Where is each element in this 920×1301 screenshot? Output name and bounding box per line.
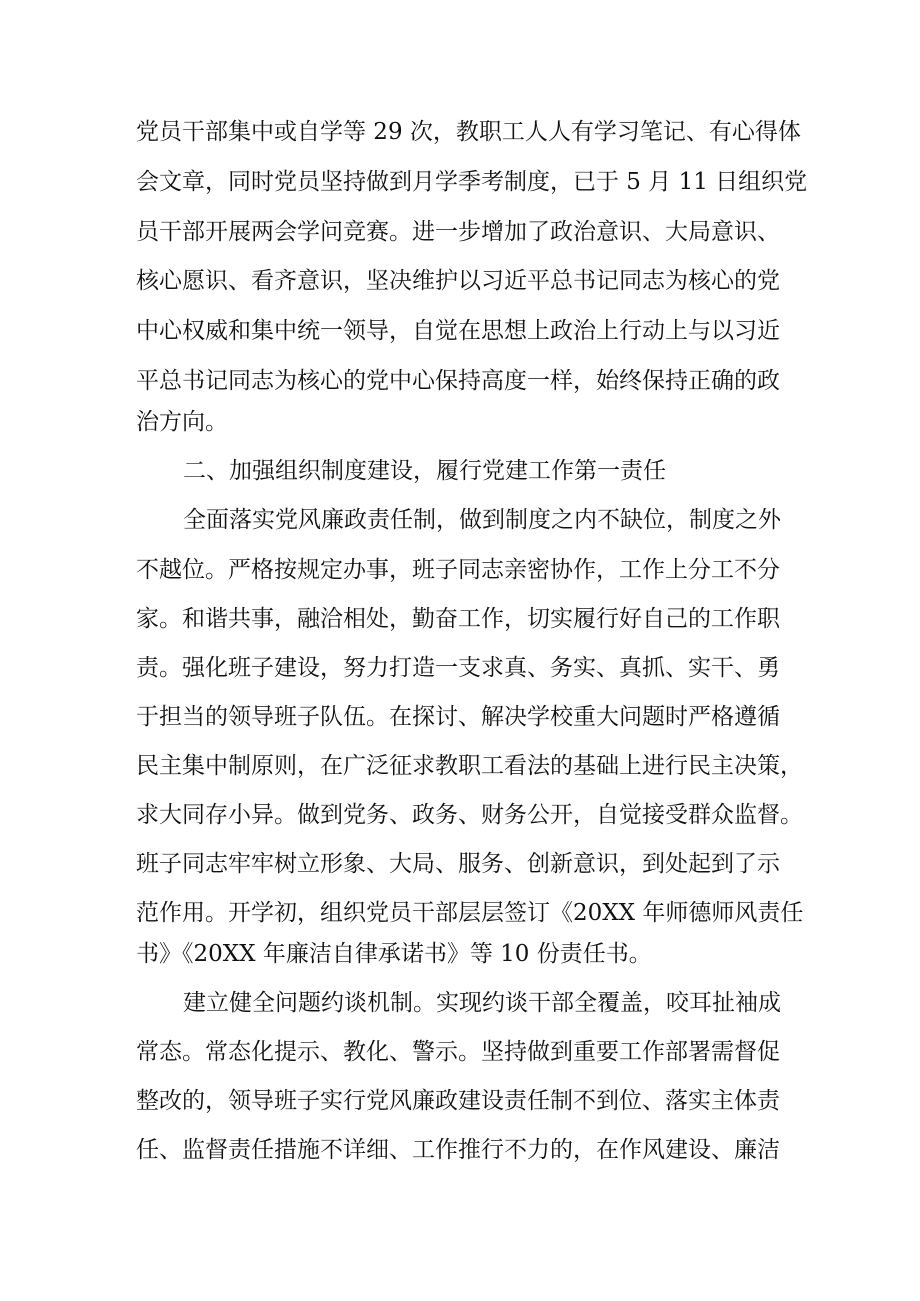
text-line: 全面落实党风廉政责任制，做到制度之内不缺位，制度之外 [183, 507, 781, 533]
text-line: 建立健全问题约谈机制。实现约谈干部全覆盖，咬耳扯袖成 [183, 990, 781, 1016]
text-line: 求大同存小异。做到党务、政务、财务公开，自觉接受群众监督。 [136, 802, 803, 828]
text-line: 范作用。开学初，组织党员干部层层签订《20XX 年师德师风责任 [136, 900, 804, 926]
section-heading: 二、加强组织制度建设，履行党建工作第一责任 [183, 458, 666, 484]
text-line: 常态。常态化提示、教化、警示。坚持做到重要工作部署需督促 [136, 1039, 780, 1065]
text-line: 民主集中制原则，在广泛征求教职工看法的基础上进行民主决策， [136, 753, 803, 779]
text-line: 家。和谐共事，融洽相处，勤奋工作，切实履行好自己的工作职 [136, 606, 780, 632]
text-line: 整改的，领导班子实行党风廉政建设责任制不到位、落实主体责 [136, 1088, 780, 1114]
text-line: 核心愿识、看齐意识，坚决维护以习近平总书记同志为核心的党 [136, 268, 780, 294]
text-line: 平总书记同志为核心的党中心保持高度一样，始终保持正确的政 [136, 368, 780, 394]
text-line: 责。强化班子建设，努力打造一支求真、务实、真抓、实干、勇 [136, 655, 780, 681]
text-line: 任、监督责任措施不详细、工作推行不力的，在作风建设、廉洁 [136, 1137, 780, 1163]
text-line: 治方向。 [136, 409, 228, 435]
text-line: 班子同志牢牢树立形象、大局、服务、创新意识，到处起到了示 [136, 851, 780, 877]
text-line: 党员干部集中或自学等 29 次，教职工人人有学习笔记、有心得体 [136, 119, 801, 145]
text-line: 会文章，同时党员坚持做到月学季考制度，已于 5 月 11 日组织党 [136, 169, 808, 195]
text-line: 员干部开展两会学问竞赛。进一步增加了政治意识、大局意识、 [136, 219, 780, 245]
text-line: 中心权威和集中统一领导，自觉在思想上政治上行动上与以习近 [136, 318, 780, 344]
text-line: 于担当的领导班子队伍。在探讨、解决学校重大问题时严格遵循 [136, 704, 780, 730]
text-line: 书》《20XX 年廉洁自律承诺书》等 10 份责任书。 [136, 941, 652, 967]
text-line: 不越位。严格按规定办事，班子同志亲密协作，工作上分工不分 [136, 557, 780, 583]
